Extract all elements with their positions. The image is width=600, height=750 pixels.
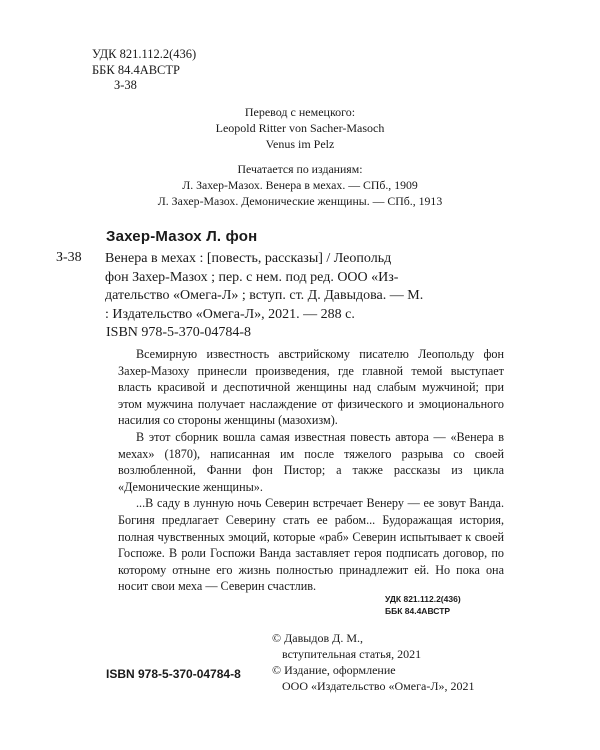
udk-code: УДК 821.112.2(436)	[92, 47, 197, 61]
copyright-line: вступительная статья, 2021	[282, 647, 422, 661]
annotation-paragraph-3: ...В саду в лунную ночь Северин встречает Венеру — ее зовут Ванда. Богиня предлагает Северину стать ее рабом... Будоражащая история, полная чувственных эмоций, которые «раб» Северин испытывает к своей Госпоже. В роли Госпожи Ванда заставляет героя подписать договор, по которому отныне его жизнь полностью принадлежит ей. Но пока она носит свои меха — Северин счастлив.	[118, 496, 504, 594]
original-author: Leopold Ritter von Sacher-Masoch	[215, 121, 385, 135]
copyright-line: ООО «Издательство «Омега-Л», 2021	[282, 679, 475, 693]
bbk-code: ББК 84.4АВСТР	[92, 62, 180, 77]
footer-codes	[385, 593, 461, 617]
sources-label: Печатается по изданиям:	[237, 162, 363, 176]
footer-udk: УДК 821.112.2(436)	[385, 594, 461, 604]
annotation-paragraph-2: В этот сборник вошла самая известная повесть автора — «Венера в мехах» (1870), написанная им после тяжелого разрыва со своей возлюбленной, Фанни фон Пистор; а также рассказы из цикла «Демонические женщины».	[118, 429, 504, 494]
bib-line: : Издательство «Омега-Л», 2021. — 288 с.	[105, 306, 355, 322]
author-code: З-38	[56, 250, 82, 265]
footer-bbk: ББК 84.4АВСТР	[385, 606, 451, 616]
copyright-block	[272, 630, 474, 694]
bibliographic-description	[105, 250, 505, 324]
author-mark: З-38	[114, 78, 137, 92]
isbn-bottom: ISBN 978-5-370-04784-8	[106, 667, 241, 681]
bib-line: фон Захер-Мазох ; пер. с нем. под ред. ООО «Из-	[105, 269, 399, 285]
source-edition-2: Л. Захер-Мазох. Демонические женщины. — СПб., 1913	[157, 194, 443, 208]
translation-info	[110, 104, 490, 152]
translation-label: Перевод с немецкого:	[244, 105, 356, 119]
bib-line: Венера в мехах : [повесть, рассказы] / Леопольд	[105, 251, 392, 266]
copyright-line: © Издание, оформление	[272, 663, 396, 677]
copyright-line: © Давыдов Д. М.,	[272, 631, 363, 645]
annotation-paragraph-1: Всемирную известность австрийскому писателю Леопольду фон Захер-Мазоху принесли произведения, где главной темой выступает власть красивой и деспотичной женщины над слабым мужчиной; при этом мужчина получает наслаждение от физического и эмоционального насилия со стороны женщины (мазохизм).	[118, 347, 504, 428]
bib-line: дательство «Омега-Л» ; вступ. ст. Д. Давыдова. — М.	[105, 288, 424, 303]
author-heading: Захер-Мазох Л. фон	[106, 228, 258, 245]
source-edition-1: Л. Захер-Мазох. Венера в мехах. — СПб., 1909	[182, 178, 418, 192]
isbn: ISBN 978-5-370-04784-8	[106, 325, 252, 340]
annotation	[118, 346, 504, 595]
source-editions	[110, 161, 490, 209]
original-title: Venus im Pelz	[265, 137, 335, 151]
classification-codes	[92, 47, 196, 94]
